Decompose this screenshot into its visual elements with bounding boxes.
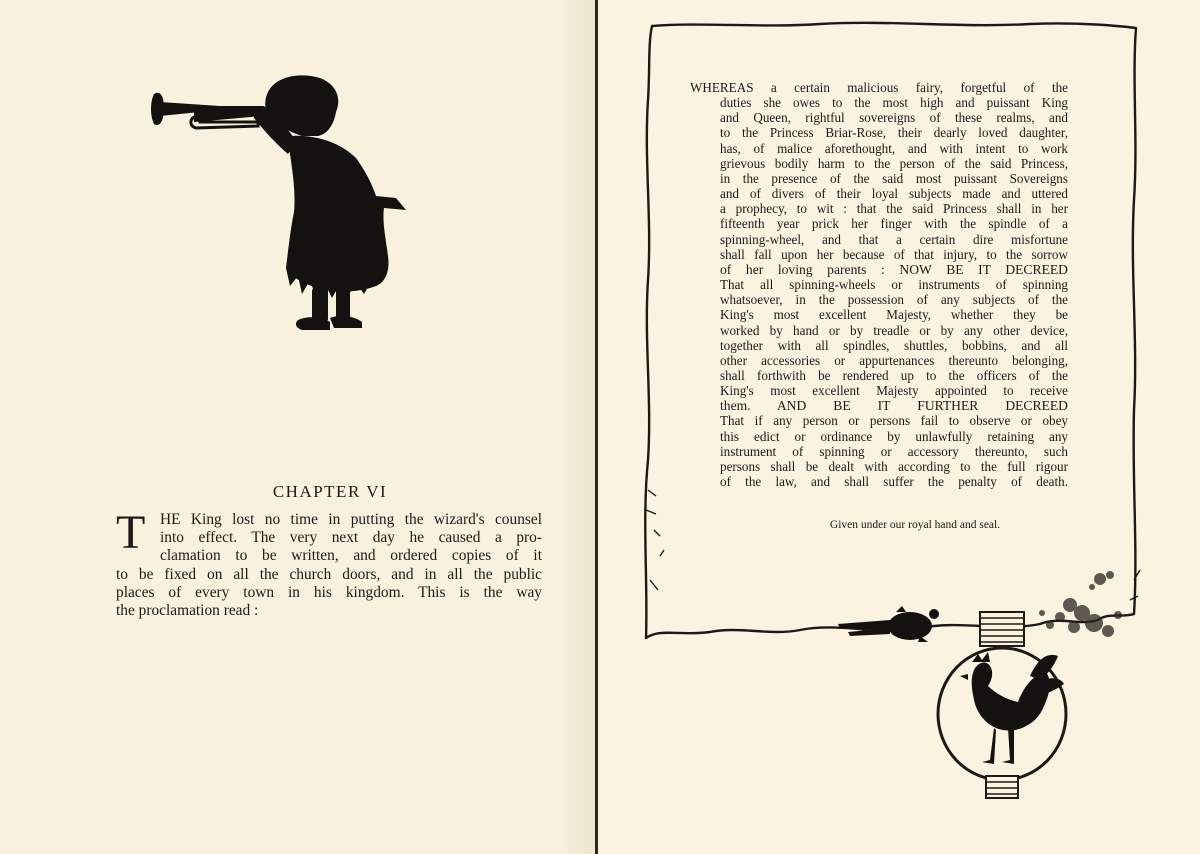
body-line: the proclamation read : [116,602,259,620]
proclamation-line: and Queen, rightful sovereigns of these realms, and [720,110,1068,126]
book-gutter [595,0,598,854]
gutter-shadow [560,0,596,854]
proclamation-line: That if any person or persons fail to observe or obey [720,413,1068,429]
proclamation-line: them. AND BE IT FURTHER DECREED [720,398,1068,414]
proclamation-line: in the presence of the said most puissant Sovereigns [720,170,1068,186]
proclamation-line: worked by hand or by treadle or by any other device, [720,322,1068,338]
proclamation-line: persons shall be dealt with according to the full rigour [720,458,1068,474]
rooster-seal-illustration [934,610,1070,806]
proclamation-line: grievous bodily harm to the person of the said Princess, [720,155,1068,171]
proclamation-line: of her loving parents : NOW BE IT DECREED [720,261,1068,277]
trumpeter-silhouette-illustration [150,72,412,338]
body-line: clamation to be written, and ordered copies of it [160,547,542,565]
proclamation-line: King's most excellent Majesty appointed to receive [720,383,1068,399]
proclamation-line: King's most excellent Majesty, whether they be [720,307,1068,323]
proclamation-line: together with all spindles, shuttles, bobbins, and all [720,337,1068,353]
proclamation-line: and of divers of their loyal subjects made and uttered [720,186,1068,202]
body-line: places of every town in his kingdom. This is the way [116,583,542,601]
chapter-body-text [116,506,542,620]
proclamation-line: instrument of spinning or accessory thereunto, such [720,443,1068,459]
chapter-heading: CHAPTER VI [272,482,388,501]
proclamation-line: spinning-wheel, and that a certain dire misfortune [720,231,1068,247]
proclamation-line: this edict or ordinance by unlawfully retaining any [720,428,1068,444]
proclamation-line: shall fall upon her because of that injury, to the sorrow [720,246,1068,262]
body-line: into effect. The very next day he caused a pro- [160,529,542,547]
proclamation-line: duties she owes to the most high and puissant King [720,95,1068,111]
body-line: to be fixed on all the church doors, and in all the public [116,565,542,583]
proclamation-line: WHEREAS a certain malicious fairy, forgetful of the [690,80,1068,95]
proclamation-line: other accessories or appurtenances thereunto belonging, [720,352,1068,368]
proclamation-line: shall forthwith be rendered up to the officers of the [720,367,1068,383]
drop-cap: T [116,506,146,559]
proclamation-line: whatsoever, in the possession of any subjects of the [720,292,1068,308]
ink-blot-illustration [836,604,944,644]
body-line: HE King lost no time in putting the wizard's counsel [160,511,542,528]
proclamation-line: has, of malice aforethought, and with intent to work [720,140,1068,156]
proclamation-text [690,80,1068,489]
proclamation-line: of the law, and shall suffer the penalty of death. [720,474,1068,490]
proclamation-line: a prophecy, to wit : that the said Princess shall in her [720,201,1068,217]
proclamation-signoff: Given under our royal hand and seal. [829,519,1001,531]
proclamation-line: That all spinning-wheels or instruments of spinning [720,277,1068,293]
proclamation-line: fifteenth year prick her finger with the spindle of a [720,216,1068,232]
proclamation-line: to the Princess Briar-Rose, their dearly loved daughter, [720,125,1068,141]
